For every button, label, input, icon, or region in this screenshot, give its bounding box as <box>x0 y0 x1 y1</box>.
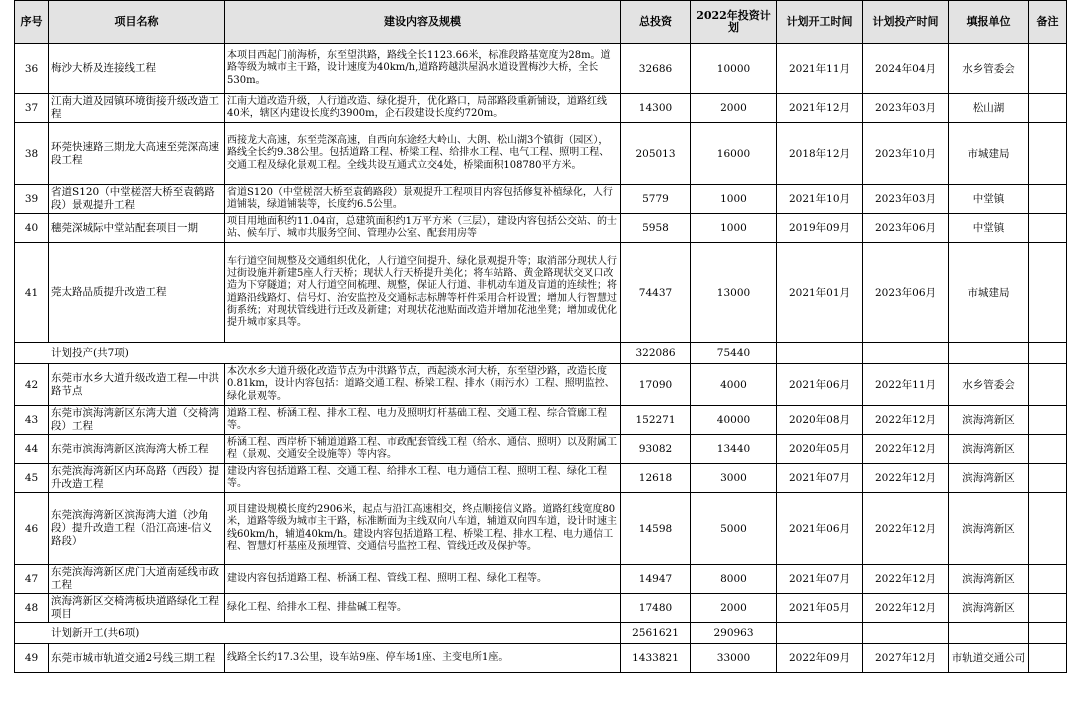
cell-note <box>1029 44 1067 94</box>
cell-seq: 46 <box>15 493 49 565</box>
cell-finish: 2022年11月 <box>863 364 949 406</box>
cell-unit: 滨海湾新区 <box>949 565 1029 594</box>
cell-unit: 滨海湾新区 <box>949 493 1029 565</box>
cell-seq: 49 <box>15 644 49 673</box>
cell-start: 2019年09月 <box>777 214 863 243</box>
header-row <box>15 1 1067 44</box>
table-row <box>15 435 1067 464</box>
cell-note <box>1029 493 1067 565</box>
cell-plan: 33000 <box>691 644 777 673</box>
cell-seq: 48 <box>15 594 49 623</box>
cell-seq: 37 <box>15 94 49 123</box>
header-name: 项目名称 <box>49 1 225 44</box>
cell-name: 省道S120（中堂槎滘大桥至袁鹤路段）景观提升工程 <box>49 185 225 214</box>
cell-content: 项目建设规模长度约2906米，起点与沿江高速相交，终点顺接信义路。道路红线宽度80米，道路等级为城市主干路，标准断面为主线双向八车道，辅道双向四车道，设计时速主线60km/h，辅道40km/h。建设内容包括道路工程、桥梁工程、排水工程、电力通信工程、智慧灯杆基座及预埋管、交通信号监控工程、管线迁改及保护等。 <box>225 493 621 565</box>
cell-finish: 2024年04月 <box>863 44 949 94</box>
summary-empty <box>863 343 949 364</box>
cell-note <box>1029 185 1067 214</box>
cell-seq: 42 <box>15 364 49 406</box>
project-table <box>14 0 1067 673</box>
cell-unit: 滨海湾新区 <box>949 464 1029 493</box>
cell-finish: 2022年12月 <box>863 493 949 565</box>
cell-unit: 松山湖 <box>949 94 1029 123</box>
cell-finish: 2022年12月 <box>863 594 949 623</box>
cell-name: 东莞市滨海湾新区东湾大道（交椅湾段）工程 <box>49 406 225 435</box>
cell-finish: 2023年06月 <box>863 214 949 243</box>
cell-total: 74437 <box>621 243 691 343</box>
cell-plan: 4000 <box>691 364 777 406</box>
cell-seq: 44 <box>15 435 49 464</box>
table-row <box>15 364 1067 406</box>
cell-name: 穗莞深城际中堂站配套项目一期 <box>49 214 225 243</box>
summary-empty <box>863 623 949 644</box>
cell-name: 莞太路品质提升改造工程 <box>49 243 225 343</box>
table-row <box>15 243 1067 343</box>
cell-start: 2020年08月 <box>777 406 863 435</box>
cell-name: 滨海湾新区交椅湾板块道路绿化工程项目 <box>49 594 225 623</box>
cell-start: 2021年05月 <box>777 594 863 623</box>
cell-note <box>1029 364 1067 406</box>
cell-plan: 3000 <box>691 464 777 493</box>
cell-unit: 滨海湾新区 <box>949 594 1029 623</box>
cell-name: 东莞市城市轨道交通2号线三期工程 <box>49 644 225 673</box>
cell-content: 车行道空间规整及交通组织优化，人行道空间提升、绿化景观提升等；取消部分现状人行过街设施并新建5座人行天桥；现状人行天桥提升美化；将车站路、黄金路现状交叉口改造为下穿隧道；对人行道空间梳理、规整，保证人行道、非机动车道及盲道的连续性；将道路沿线路灯、信号灯、治安监控及交通标志标牌等杆件采用合杆设置；增加人行智慧过街系统；对现状管线进行迁改及新建；对现状花池贴面改造并增加花池坐凳；增加或优化提升城市家具等。 <box>225 243 621 343</box>
cell-note <box>1029 464 1067 493</box>
cell-content: 江南大道改造升级，人行道改造、绿化提升，优化路口，局部路段重新铺设，道路红线40米，辖区内建设长度约3900m，企石段建设长度约720m。 <box>225 94 621 123</box>
header-plan-2022: 2022年投资计划 <box>691 1 777 44</box>
summary-label <box>15 343 621 364</box>
cell-name: 东莞市水乡大道升级改造工程—中洪路节点 <box>49 364 225 406</box>
cell-finish: 2023年06月 <box>863 243 949 343</box>
cell-finish: 2023年10月 <box>863 123 949 185</box>
cell-total: 93082 <box>621 435 691 464</box>
cell-finish: 2022年12月 <box>863 435 949 464</box>
cell-total: 5958 <box>621 214 691 243</box>
cell-unit: 市城建局 <box>949 123 1029 185</box>
header-start: 计划开工时间 <box>777 1 863 44</box>
cell-plan: 1000 <box>691 185 777 214</box>
cell-start: 2021年11月 <box>777 44 863 94</box>
summary-empty <box>777 623 863 644</box>
cell-content: 建设内容包括道路工程、桥涵工程、管线工程、照明工程、绿化工程等。 <box>225 565 621 594</box>
cell-start: 2021年07月 <box>777 565 863 594</box>
cell-total: 12618 <box>621 464 691 493</box>
cell-note <box>1029 565 1067 594</box>
header-seq: 序号 <box>15 1 49 44</box>
cell-note <box>1029 644 1067 673</box>
summary-total: 2561621 <box>621 623 691 644</box>
cell-total: 14598 <box>621 493 691 565</box>
cell-unit: 水乡管委会 <box>949 44 1029 94</box>
cell-total: 1433821 <box>621 644 691 673</box>
table-row <box>15 565 1067 594</box>
cell-finish: 2027年12月 <box>863 644 949 673</box>
table-row <box>15 464 1067 493</box>
cell-plan: 16000 <box>691 123 777 185</box>
cell-content: 绿化工程、给排水工程、排盐碱工程等。 <box>225 594 621 623</box>
header-unit: 填报单位 <box>949 1 1029 44</box>
cell-start: 2021年06月 <box>777 493 863 565</box>
cell-content: 省道S120（中堂槎滘大桥至袁鹤路段）景观提升工程项目内容包括修复补植绿化，人行道铺装，绿道铺装等，长度约6.5公里。 <box>225 185 621 214</box>
cell-plan: 13000 <box>691 243 777 343</box>
cell-seq: 40 <box>15 214 49 243</box>
cell-seq: 36 <box>15 44 49 94</box>
cell-total: 5779 <box>621 185 691 214</box>
table-row <box>15 123 1067 185</box>
cell-plan: 1000 <box>691 214 777 243</box>
cell-start: 2021年07月 <box>777 464 863 493</box>
cell-content: 本项目西起门前海桥，东至望洪路，路线全长1123.66米，标准段路基宽度为28m。道路等级为城市主干路，设计速度为40km/h,道路跨越洪屋涡水道设置梅沙大桥，全长530m。 <box>225 44 621 94</box>
cell-total: 205013 <box>621 123 691 185</box>
header-total: 总投资 <box>621 1 691 44</box>
cell-unit: 市城建局 <box>949 243 1029 343</box>
cell-total: 14947 <box>621 565 691 594</box>
cell-finish: 2023年03月 <box>863 185 949 214</box>
table-row <box>15 185 1067 214</box>
cell-seq: 47 <box>15 565 49 594</box>
cell-name: 东莞市滨海湾新区滨海湾大桥工程 <box>49 435 225 464</box>
cell-seq: 45 <box>15 464 49 493</box>
cell-note <box>1029 94 1067 123</box>
cell-name: 环莞快速路三期龙大高速至莞深高速段工程 <box>49 123 225 185</box>
summary-empty <box>1029 343 1067 364</box>
cell-seq: 38 <box>15 123 49 185</box>
cell-content: 桥涵工程、西岸桥下辅道道路工程、市政配套管线工程（给水、通信、照明）以及附属工程（景观、交通安全设施等）等内容。 <box>225 435 621 464</box>
cell-note <box>1029 243 1067 343</box>
summary-total: 322086 <box>621 343 691 364</box>
cell-seq: 39 <box>15 185 49 214</box>
table-row <box>15 214 1067 243</box>
cell-name: 东莞滨海湾新区虎门大道南延线市政工程 <box>49 565 225 594</box>
cell-seq: 41 <box>15 243 49 343</box>
cell-start: 2021年12月 <box>777 94 863 123</box>
cell-name: 东莞滨海湾新区内环岛路（西段）提升改造工程 <box>49 464 225 493</box>
cell-plan: 40000 <box>691 406 777 435</box>
table-row <box>15 493 1067 565</box>
cell-start: 2021年10月 <box>777 185 863 214</box>
cell-content: 西接龙大高速，东至莞深高速，自西向东途经大岭山、大朗、松山湖3个镇街（园区），路线全长约9.38公里。包括道路工程、桥梁工程、给排水工程、电气工程、照明工程、交通工程及绿化景观工程。全线共设互通式立交4处，桥梁面积108780平方米。 <box>225 123 621 185</box>
cell-finish: 2023年03月 <box>863 94 949 123</box>
cell-name: 江南大道及园镇环境街接升级改造工程 <box>49 94 225 123</box>
cell-finish: 2022年12月 <box>863 464 949 493</box>
summary-empty <box>777 343 863 364</box>
cell-note <box>1029 123 1067 185</box>
cell-plan: 8000 <box>691 565 777 594</box>
cell-unit: 水乡管委会 <box>949 364 1029 406</box>
cell-plan: 10000 <box>691 44 777 94</box>
cell-plan: 2000 <box>691 594 777 623</box>
cell-total: 17090 <box>621 364 691 406</box>
cell-note <box>1029 435 1067 464</box>
cell-content: 道路工程、桥涵工程、排水工程、电力及照明灯杆基础工程、交通工程、综合管廊工程等。 <box>225 406 621 435</box>
cell-note <box>1029 406 1067 435</box>
cell-start: 2021年06月 <box>777 364 863 406</box>
table-row <box>15 44 1067 94</box>
cell-start: 2020年05月 <box>777 435 863 464</box>
summary-plan: 75440 <box>691 343 777 364</box>
header-finish: 计划投产时间 <box>863 1 949 44</box>
cell-unit: 滨海湾新区 <box>949 406 1029 435</box>
cell-start: 2018年12月 <box>777 123 863 185</box>
cell-total: 17480 <box>621 594 691 623</box>
cell-note <box>1029 214 1067 243</box>
cell-name: 梅沙大桥及连接线工程 <box>49 44 225 94</box>
cell-unit: 中堂镇 <box>949 185 1029 214</box>
cell-unit: 市轨道交通公司 <box>949 644 1029 673</box>
cell-finish: 2022年12月 <box>863 406 949 435</box>
cell-plan: 5000 <box>691 493 777 565</box>
summary-empty <box>949 343 1029 364</box>
cell-seq: 43 <box>15 406 49 435</box>
cell-start: 2021年01月 <box>777 243 863 343</box>
cell-total: 14300 <box>621 94 691 123</box>
cell-note <box>1029 594 1067 623</box>
summary-label-text: 计划新开工(共6项) <box>51 627 140 639</box>
table-row <box>15 406 1067 435</box>
table-row <box>15 94 1067 123</box>
table-row <box>15 644 1067 673</box>
header-content: 建设内容及规模 <box>225 1 621 44</box>
cell-content: 线路全长约17.3公里，设车站9座、停车场1座、主变电所1座。 <box>225 644 621 673</box>
cell-content: 建设内容包括道路工程、交通工程、给排水工程、电力通信工程、照明工程、绿化工程等。 <box>225 464 621 493</box>
cell-start: 2022年09月 <box>777 644 863 673</box>
cell-total: 32686 <box>621 44 691 94</box>
header-note: 备注 <box>1029 1 1067 44</box>
table-row <box>15 594 1067 623</box>
summary-label-text: 计划投产(共7项) <box>51 347 129 359</box>
cell-finish: 2022年12月 <box>863 565 949 594</box>
summary-row <box>15 623 1067 644</box>
summary-row <box>15 343 1067 364</box>
summary-empty <box>949 623 1029 644</box>
summary-plan: 290963 <box>691 623 777 644</box>
cell-content: 本次水乡大道升级化改造节点为中洪路节点，西起淡水河大桥，东至望沙路，改造长度 0.81km，设计内容包括：道路交通工程、桥梁工程、排水（雨污水）工程、照明监控、绿化景观等。 <box>225 364 621 406</box>
cell-total: 152271 <box>621 406 691 435</box>
cell-unit: 滨海湾新区 <box>949 435 1029 464</box>
summary-label <box>15 623 621 644</box>
cell-plan: 13440 <box>691 435 777 464</box>
summary-empty <box>1029 623 1067 644</box>
cell-name: 东莞滨海湾新区滨海湾大道（沙角段）提升改造工程（沿江高速-信义路段） <box>49 493 225 565</box>
cell-content: 项目用地面积约11.04亩，总建筑面积约1万平方米（三层），建设内容包括公交站、的士站、候车厅、城市共服务空间、管理办公室、配套用房等 <box>225 214 621 243</box>
cell-plan: 2000 <box>691 94 777 123</box>
cell-unit: 中堂镇 <box>949 214 1029 243</box>
